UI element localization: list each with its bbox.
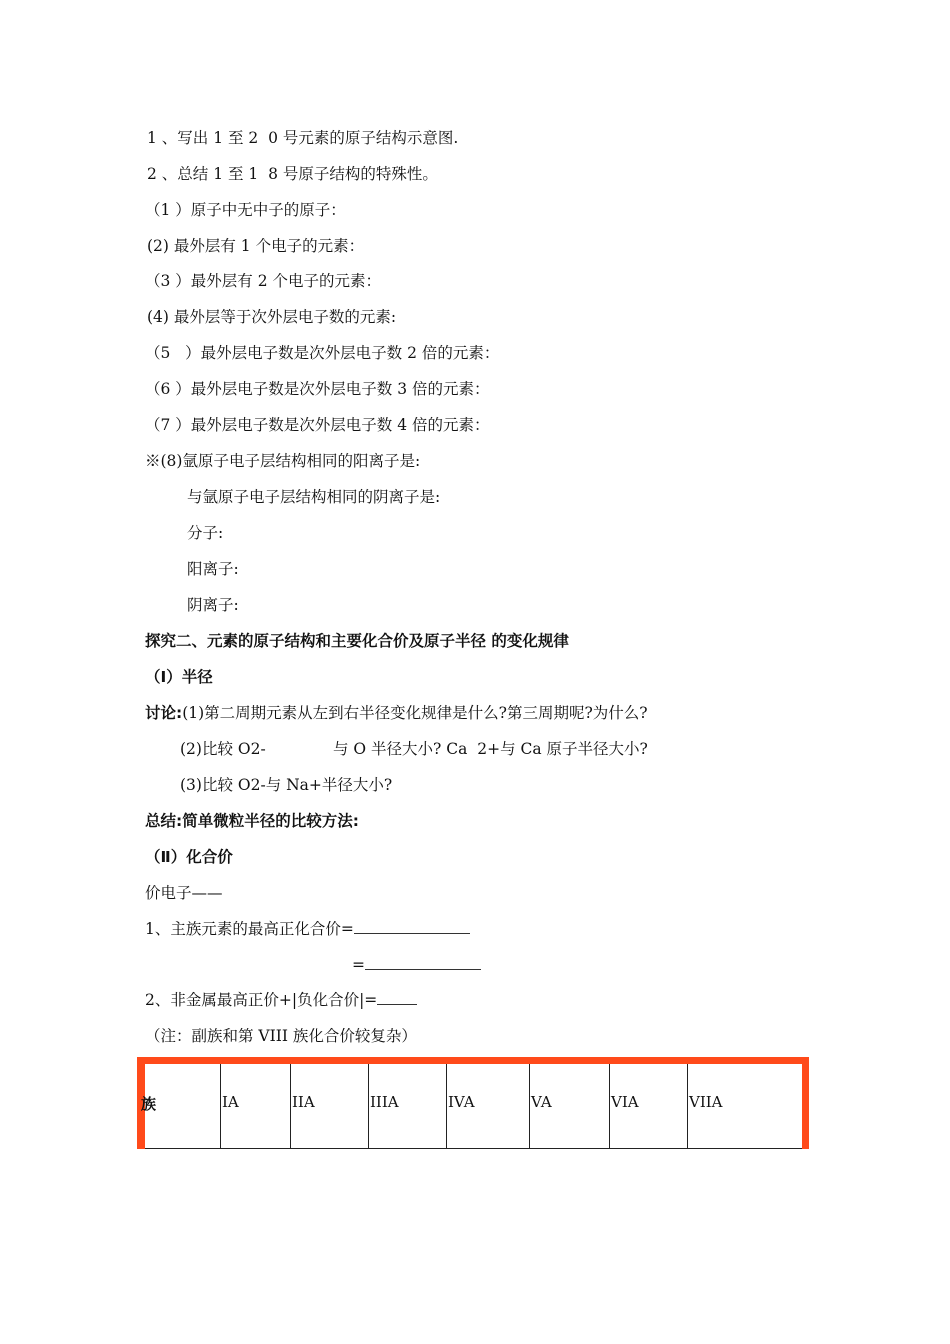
group-table — [137, 1057, 809, 1149]
discussion-1 — [145, 703, 648, 723]
valence-rule-1b-text: = — [352, 956, 365, 974]
table-header-iiia: IIIA — [370, 1093, 399, 1111]
column-divider — [529, 1064, 530, 1149]
discussion-2b: 与 O 半径大小? Ca 2+与 Ca 原子半径大小? — [333, 740, 648, 758]
column-divider — [368, 1064, 369, 1149]
column-divider — [687, 1064, 688, 1149]
table-header-ia: IA — [222, 1093, 239, 1111]
blank-line — [365, 955, 481, 970]
item-10: ※(8)氩原子电子层结构相同的阳离子是: — [145, 452, 421, 470]
item-2: 2 、总结 1 至 1 8 号原子结构的特殊性。 — [147, 165, 438, 183]
table-header-va: VA — [531, 1093, 552, 1111]
item-12: 分子: — [187, 524, 224, 542]
table-header-group: 族 — [141, 1095, 157, 1113]
section-heading: 探究二、元素的原子结构和主要化合价及原子半径 的变化规律 — [145, 632, 569, 650]
item-13: 阳离子: — [187, 560, 239, 578]
column-divider — [220, 1064, 221, 1149]
item-6: (4) 最外层等于次外层电子数的元素: — [147, 308, 397, 326]
item-8: （6 ）最外层电子数是次外层电子数 3 倍的元素： — [145, 380, 490, 398]
valence-rule-2 — [145, 990, 417, 1010]
discussion-label: 讨论: — [145, 704, 183, 722]
table-header-via: VIA — [611, 1093, 639, 1111]
discussion-3: (3)比较 O2-与 Na+半径大小? — [180, 776, 393, 794]
table-bottom-border — [145, 1148, 802, 1149]
table-header-viia: VIIA — [689, 1093, 723, 1111]
item-3: （1 ）原子中无中子的原子： — [145, 201, 346, 219]
subheading-valence: （Ⅱ）化合价 — [145, 848, 233, 866]
discussion-2a: (2)比较 O2- — [180, 740, 266, 758]
item-5: （3 ）最外层有 2 个电子的元素： — [145, 272, 382, 290]
item-14: 阴离子: — [187, 596, 239, 614]
table-right-border — [802, 1057, 809, 1149]
item-4: (2) 最外层有 1 个电子的元素： — [147, 237, 365, 255]
column-divider — [290, 1064, 291, 1149]
table-top-border — [137, 1057, 809, 1064]
discussion-1-text: (1)第二周期元素从左到右半径变化规律是什么?第三周期呢?为什么? — [182, 704, 648, 722]
column-divider — [446, 1064, 447, 1149]
item-1: 1 、写出 1 至 2 0 号元素的原子结构示意图. — [147, 129, 459, 147]
valence-electron: 价电子—— — [145, 884, 223, 902]
table-header-iva: IVA — [448, 1093, 475, 1111]
column-divider — [609, 1064, 610, 1149]
item-9: （7 ）最外层电子数是次外层电子数 4 倍的元素： — [145, 416, 490, 434]
valence-rule-1b — [352, 955, 481, 975]
blank-line — [354, 919, 470, 934]
subheading-radius: （Ⅰ）半径 — [145, 668, 213, 686]
note: （注：副族和第 VIII 族化合价较复杂） — [145, 1027, 417, 1045]
item-7: （5 ）最外层电子数是次外层电子数 2 倍的元素： — [145, 344, 500, 362]
valence-rule-1-text: 1、主族元素的最高正化合价= — [145, 920, 354, 938]
table-header-iia: IIA — [292, 1093, 315, 1111]
valence-rule-2-text: 2、非金属最高正价+|负化合价|= — [145, 991, 378, 1009]
item-11: 与氩原子电子层结构相同的阴离子是: — [187, 488, 441, 506]
blank-line — [377, 990, 417, 1005]
summary: 总结:简单微粒半径的比较方法: — [145, 812, 359, 830]
valence-rule-1 — [145, 919, 470, 939]
